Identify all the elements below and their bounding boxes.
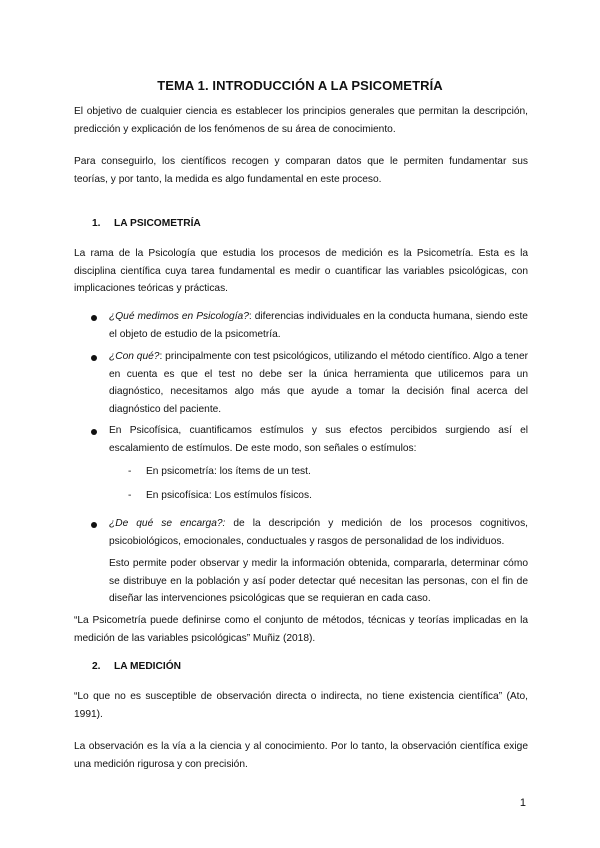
bullet-dot (91, 429, 97, 435)
section-1-paragraph: La rama de la Psicología que estudia los procesos de medición es la Psicometría. Esta es la disciplina científica cuya tarea fundamental es medir o cuantificar las variables psicológicas, con implicaciones teóricas y prácticas. (74, 248, 528, 294)
section-1-quote: “La Psicometría puede definirse como el conjunto de métodos, técnicas y teorías implicadas en la medición de las variables psicológicas” Muñiz (2018). (74, 615, 528, 644)
intro-paragraph-2: Para conseguirlo, los científicos recogen y comparan datos que le permiten fundamentar sus teorías, y por tanto, la medida es algo fundamental en este proceso. (74, 156, 528, 185)
dash-item (128, 490, 312, 501)
bullet-item (109, 515, 528, 550)
bullet-item (109, 348, 528, 418)
dash-marker: - (128, 466, 132, 477)
bullet-dot (91, 315, 97, 321)
bullet-text: : diferencias individuales en la conducta humana, siendo este el objeto de estudio de la psicometría. (109, 311, 528, 340)
section-2-paragraph: La observación es la vía a la ciencia y al conocimiento. Por lo tanto, la observación científica exige una medición rigurosa y con precisión. (74, 741, 528, 770)
bullet-text: de la descripción y medición de los procesos cognitivos, psicobiológicos, emocionales, conductuales y rasgos de personalidad de los individuos. (109, 518, 529, 547)
bullet-lead: ¿Qué medimos en Psicología? (109, 311, 249, 322)
dash-marker: - (128, 490, 132, 501)
bullet-text: : principalmente con test psicológicos, utilizando el método científico. Algo a tener en cuenta es que el test no debe ser la única herramienta que utilicemos para un diagnóstico, necesitamos algo más que ayude a tomar la decisión final acerca del diagnóstico del paciente. (109, 351, 528, 415)
section-2-heading (92, 661, 181, 672)
intro-paragraph-1: El objetivo de cualquier ciencia es establecer los principios generales que permitan la descripción, predicción y explicación de los fenómenos de su área de conocimiento. (74, 106, 528, 135)
indented-paragraph: Esto permite poder observar y medir la información obtenida, compararla, determinar cómo se distribuye en la población y así poder detectar qué necesitan las personas, con el fin de diseñar las intervenciones psicológicas que se requieran en cada caso. (109, 558, 528, 604)
section-2-quote: “Lo que no es susceptible de observación directa o indirecta, no tiene existencia científica” (Ato, 1991). (74, 691, 528, 720)
page-number: 1 (519, 797, 526, 809)
bullet-dot (91, 522, 97, 528)
section-2-number: 2. (92, 661, 101, 672)
dash-item-text: En psicofísica: Los estímulos físicos. (146, 490, 312, 501)
dash-item-text: En psicometría: los ítems de un test. (146, 466, 311, 477)
bullet-text: En Psicofísica, cuantificamos estímulos y sus efectos percibidos surgiendo así el escalamiento de estímulos. De este modo, son señales o estímulos: (109, 425, 528, 454)
section-1-heading (92, 218, 201, 229)
bullet-item (109, 422, 528, 457)
page-title: TEMA 1. INTRODUCCIÓN A LA PSICOMETRÍA (157, 78, 443, 93)
section-1-title: LA PSICOMETRÍA (114, 218, 201, 229)
bullet-lead: ¿Con qué? (109, 351, 160, 362)
bullet-dot (91, 355, 97, 361)
section-2-title: LA MEDICIÓN (114, 661, 181, 672)
bullet-lead: ¿De qué se encarga?: (109, 518, 226, 529)
bullet-item (109, 308, 528, 343)
dash-item (128, 466, 311, 477)
section-1-number: 1. (92, 218, 101, 229)
